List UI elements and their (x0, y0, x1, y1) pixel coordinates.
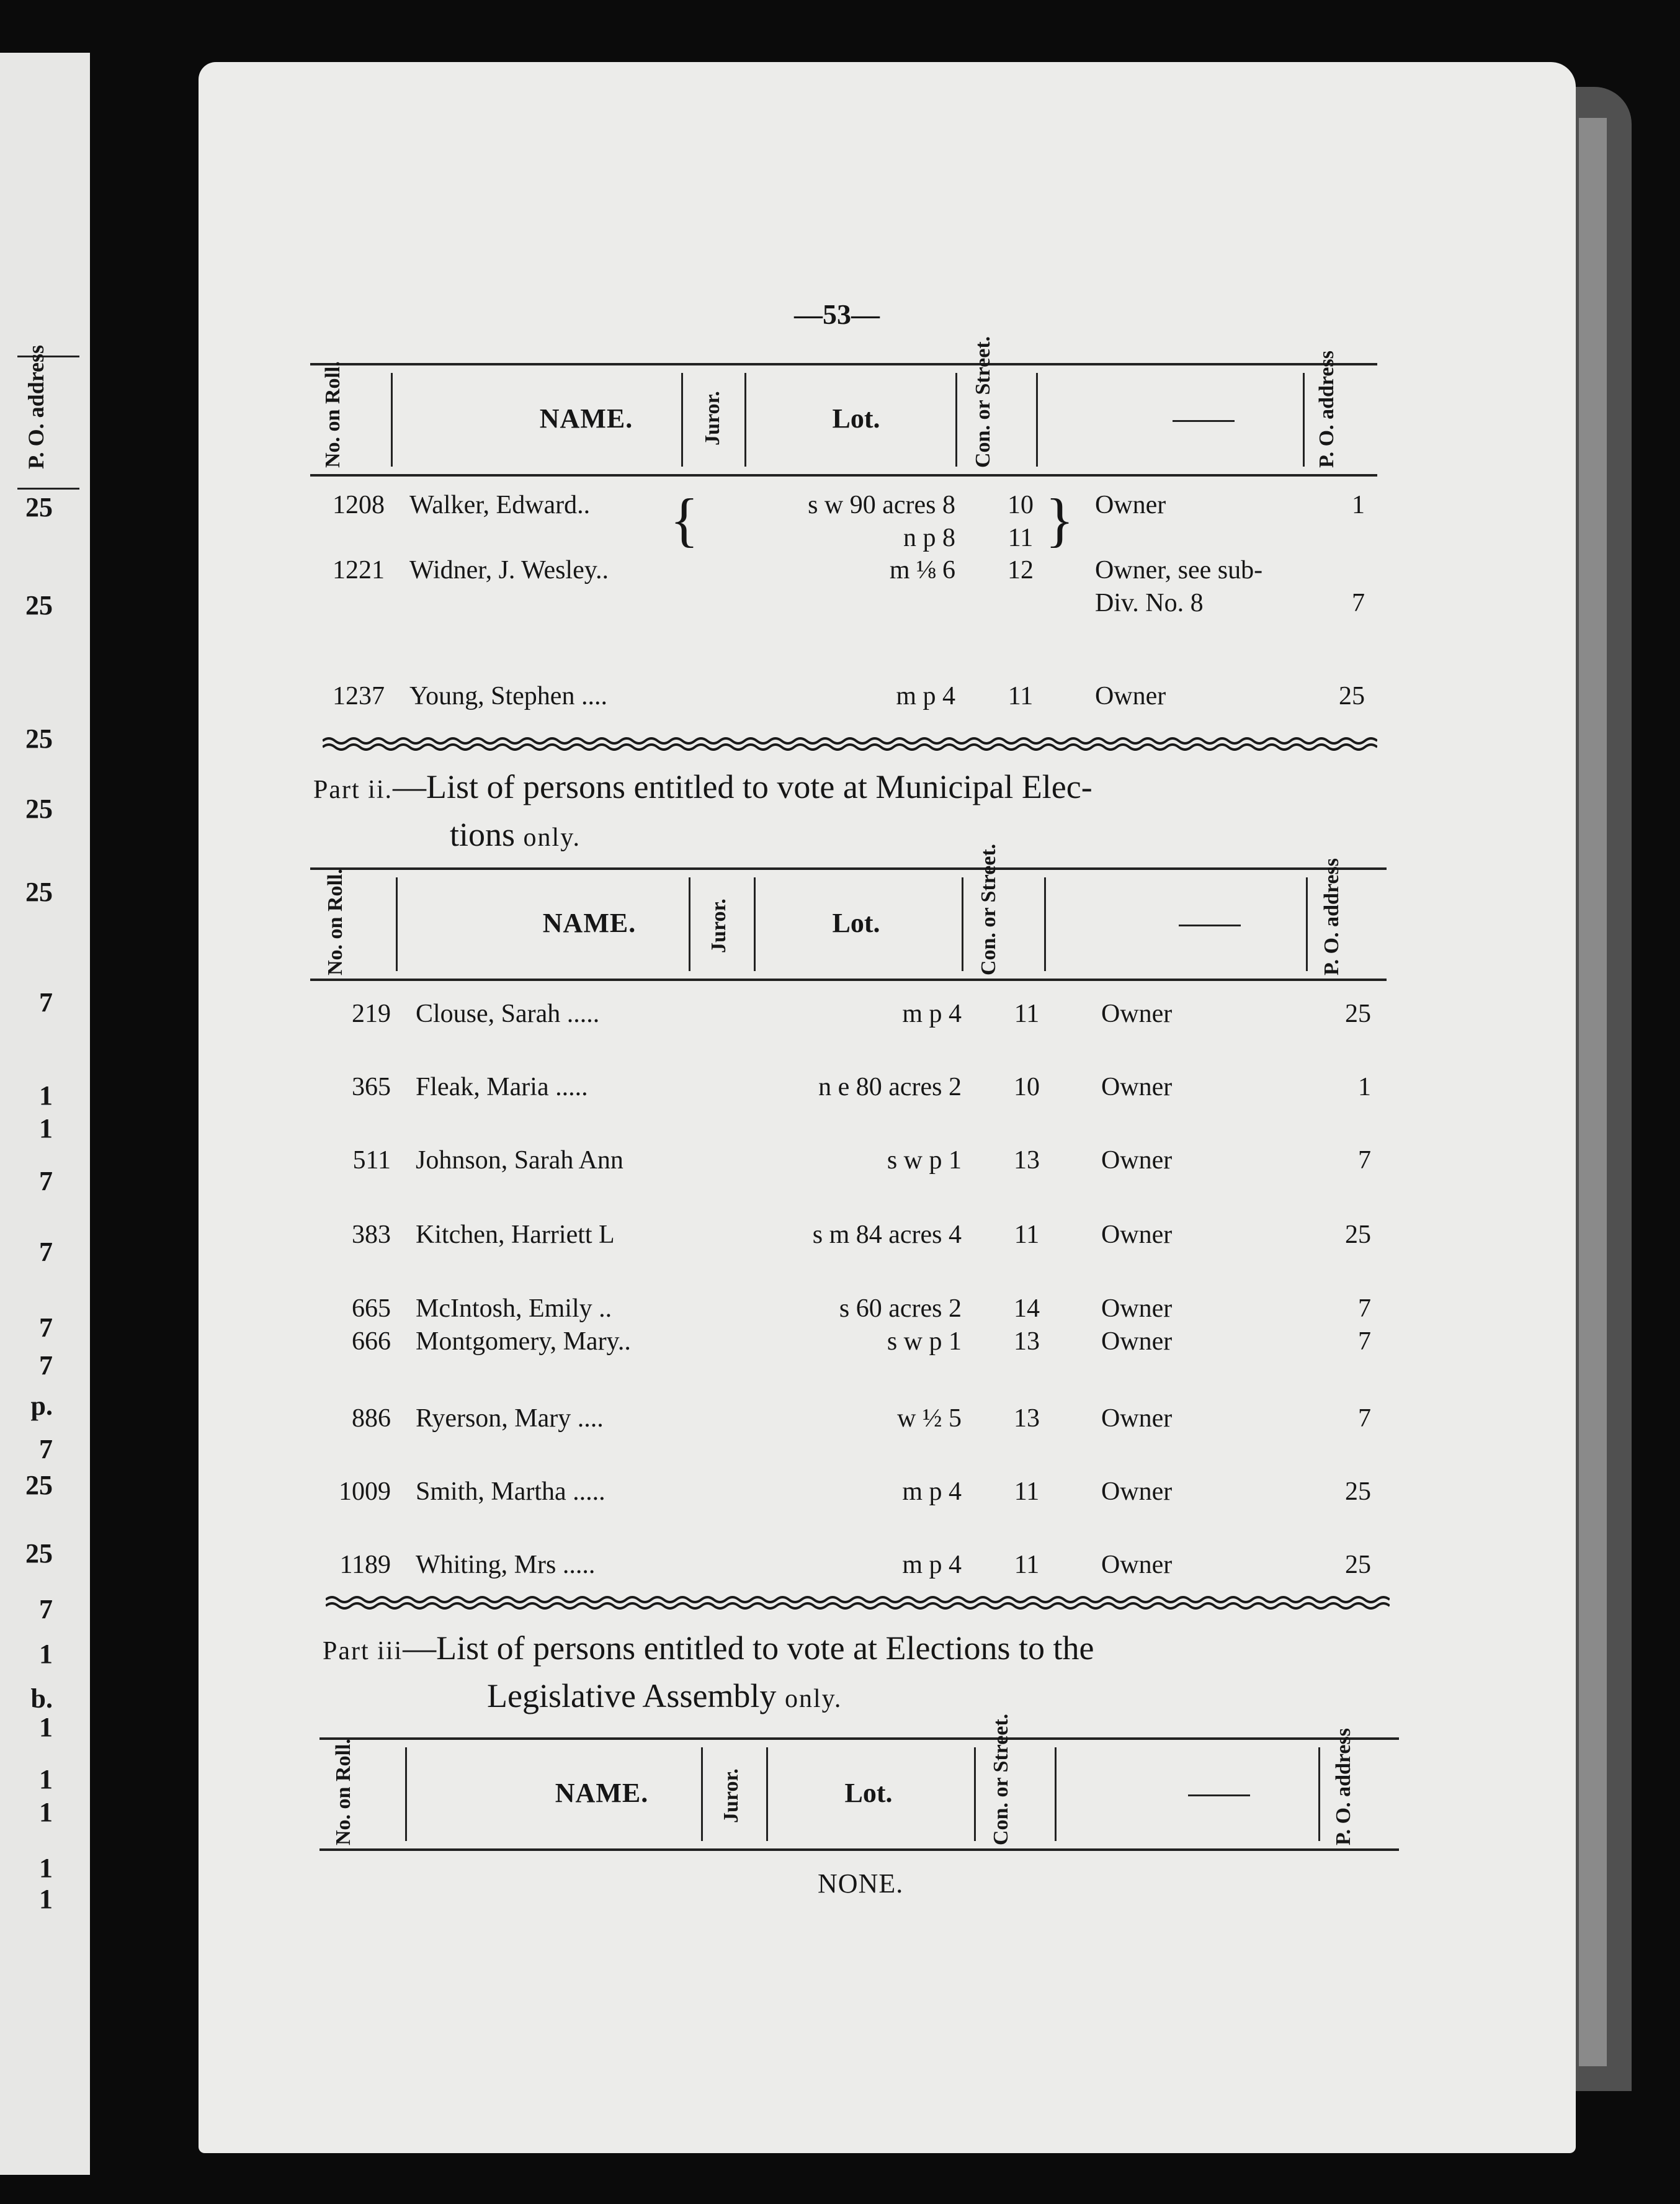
left-page-number: 25 (25, 1538, 53, 1569)
left-page-number: b. (30, 1683, 53, 1714)
cell-po: 7 (1358, 1404, 1371, 1433)
cell-roll: 383 (352, 1221, 391, 1249)
cell-po: 25 (1345, 1477, 1371, 1506)
left-page-number: 1 (39, 1712, 53, 1742)
cell-roll: 511 (352, 1146, 391, 1175)
cell-lot: w ½ 5 (897, 1404, 962, 1433)
cell-roll: 219 (352, 1000, 391, 1028)
left-page-number: 7 (39, 1312, 53, 1343)
cell-con: 11 (1014, 1000, 1040, 1028)
cell-lot: n e 80 acres 2 (818, 1073, 962, 1101)
cell-name: Young, Stephen .... (409, 682, 607, 710)
cell-remarks: Owner, see sub- (1095, 556, 1263, 585)
header-roll: No. on Roll. (332, 1739, 355, 1845)
left-page-number: 25 (25, 794, 53, 824)
header-juror: Juror. (720, 1768, 743, 1823)
page-edge-highlight (1579, 118, 1607, 2066)
left-page-number: 7 (39, 1166, 53, 1196)
cell-con: 11 (1014, 1221, 1040, 1249)
left-page-number: 7 (39, 1237, 53, 1267)
cell-con: 11 (1014, 1551, 1040, 1579)
left-page-number: 7 (39, 1434, 53, 1464)
part2-heading (313, 764, 1380, 860)
cell-roll: 666 (352, 1327, 391, 1356)
cell-po: 25 (1345, 1221, 1371, 1249)
header-remarks-dash (1188, 1794, 1250, 1796)
left-page-number: 25 (25, 492, 53, 522)
cell-name: Whiting, Mrs ..... (416, 1551, 596, 1579)
cell-roll: 365 (352, 1073, 391, 1101)
cell-con: 10 (1014, 1073, 1040, 1101)
cell-po: 1 (1352, 491, 1365, 519)
left-facing-page (0, 53, 90, 2175)
table-header-part1 (310, 336, 1377, 477)
cell-remarks: Div. No. 8 (1095, 589, 1204, 617)
cell-name: Ryerson, Mary .... (416, 1404, 604, 1433)
cell-con: 13 (1014, 1146, 1040, 1175)
cell-po: 25 (1345, 1551, 1371, 1579)
cell-po: 25 (1345, 1000, 1371, 1028)
cell-roll: 1237 (333, 682, 385, 710)
header-name: NAME. (555, 1778, 649, 1808)
cell-remarks: Owner (1101, 1404, 1173, 1433)
cell-name: McIntosh, Emily .. (416, 1294, 612, 1323)
header-roll: No. on Roll. (321, 361, 344, 468)
header-po: P. O. address (1315, 351, 1338, 468)
cell-po: 1 (1358, 1073, 1371, 1101)
left-page-number: 1 (39, 1797, 53, 1827)
part3-line2: Legislative Assembly (487, 1677, 777, 1714)
left-page-number: 7 (39, 1350, 53, 1381)
cell-con: 11 (1008, 682, 1034, 710)
cell-remarks: Owner (1095, 682, 1166, 710)
cell-remarks: Owner (1101, 1477, 1173, 1506)
cell-name: Widner, J. Wesley.. (409, 556, 609, 585)
header-juror: Juror. (707, 898, 730, 953)
part2-text: —List of persons entitled to vote at Municipal Elec- (393, 768, 1092, 805)
header-remarks-dash (1179, 925, 1241, 926)
cell-name: Kitchen, Harriett L (416, 1221, 615, 1249)
cell-lot: n p 8 (903, 524, 955, 552)
cell-lot: m p 4 (902, 1477, 962, 1506)
cell-name: Clouse, Sarah ..... (416, 1000, 600, 1028)
cell-roll: 665 (352, 1294, 391, 1323)
cell-roll: 1189 (339, 1551, 391, 1579)
left-page-number: 1 (39, 1113, 53, 1144)
header-lot: Lot. (832, 908, 880, 938)
cell-name: Smith, Martha ..... (416, 1477, 605, 1506)
part2-line2: tions (450, 816, 516, 853)
header-con: Con. or Street. (972, 336, 994, 468)
cell-lot: s w p 1 (887, 1327, 962, 1356)
cell-name: Fleak, Maria ..... (416, 1073, 588, 1101)
cell-lot: m p 4 (902, 1551, 962, 1579)
cell-con: 13 (1014, 1404, 1040, 1433)
cell-roll: 1009 (339, 1477, 391, 1506)
left-page-header (17, 344, 79, 490)
cell-roll: 1208 (333, 491, 385, 519)
left-page-number: 25 (25, 1470, 53, 1500)
header-con: Con. or Street. (977, 843, 1000, 975)
cell-roll: 1221 (333, 556, 385, 585)
cell-po: 7 (1358, 1294, 1371, 1323)
part3-text: —List of persons entitled to vote at Elections to the (403, 1629, 1094, 1667)
part3-prefix: Part iii (323, 1637, 403, 1665)
cell-lot: m p 4 (896, 682, 955, 710)
table-header-part3 (319, 1713, 1399, 1851)
cell-po: 7 (1358, 1146, 1371, 1175)
cell-con: 13 (1014, 1327, 1040, 1356)
left-po-header: P. O. address (24, 344, 48, 469)
left-page-number: 1 (39, 1639, 53, 1669)
cell-con: 11 (1014, 1477, 1040, 1506)
cell-lot: m ⅛ 6 (889, 556, 955, 585)
cell-lot: s 60 acres 2 (839, 1294, 962, 1323)
part3-heading (323, 1626, 1396, 1721)
cell-remarks: Owner (1101, 1221, 1173, 1249)
left-page-number: 7 (39, 1594, 53, 1624)
header-con: Con. or Street. (990, 1713, 1012, 1845)
cell-po: 25 (1339, 682, 1365, 710)
left-page-number: 7 (39, 987, 53, 1018)
header-lot: Lot. (844, 1778, 893, 1808)
wavy-divider-1 (323, 736, 1377, 751)
header-lot: Lot. (832, 403, 880, 434)
part3-only: only. (784, 1685, 842, 1713)
none-text: NONE. (818, 1868, 904, 1899)
header-remarks-dash (1173, 420, 1235, 422)
cell-con: 14 (1014, 1294, 1040, 1323)
part2-prefix: Part ii. (313, 776, 393, 804)
header-po: P. O. address (1320, 858, 1343, 975)
header-po: P. O. address (1332, 1728, 1355, 1845)
cell-lot: s m 84 acres 4 (812, 1221, 962, 1249)
cell-remarks: Owner (1101, 1551, 1173, 1579)
header-juror: Juror. (701, 391, 724, 446)
cell-po: 7 (1352, 589, 1365, 617)
header-name: NAME. (539, 403, 633, 434)
page-number: —53— (794, 298, 880, 330)
cell-lot: s w 90 acres 8 (808, 491, 955, 519)
cell-remarks: Owner (1101, 1294, 1173, 1323)
left-page-number: p. (30, 1391, 53, 1421)
left-page-number: 1 (39, 1884, 53, 1914)
left-brace: { (670, 486, 699, 553)
cell-lot: m p 4 (902, 1000, 962, 1028)
header-roll: No. on Roll. (324, 869, 347, 975)
left-page-number: 1 (39, 1764, 53, 1794)
wavy-divider-2 (326, 1595, 1390, 1610)
right-brace: } (1045, 486, 1075, 553)
cell-remarks: Owner (1101, 1073, 1173, 1101)
table-header-part2 (310, 843, 1387, 981)
cell-name: Johnson, Sarah Ann (416, 1146, 623, 1175)
left-page-number: 25 (25, 590, 53, 620)
left-page-number: 1 (39, 1853, 53, 1883)
left-page-number: 25 (25, 723, 53, 754)
cell-remarks: Owner (1101, 1146, 1173, 1175)
header-name: NAME. (542, 908, 637, 938)
cell-remarks: Owner (1101, 1000, 1173, 1028)
cell-remarks: Owner (1095, 491, 1166, 519)
left-page-number: 25 (25, 877, 53, 907)
left-page-number: 1 (39, 1080, 53, 1111)
cell-con: 11 (1008, 524, 1034, 552)
cell-con: 10 (1008, 491, 1034, 519)
cell-name: Walker, Edward.. (409, 491, 591, 519)
cell-lot: s w p 1 (887, 1146, 962, 1175)
cell-remarks: Owner (1101, 1327, 1173, 1356)
part2-only: only. (523, 823, 581, 852)
cell-roll: 886 (352, 1404, 391, 1433)
cell-con: 12 (1008, 556, 1034, 585)
cell-po: 7 (1358, 1327, 1371, 1356)
cell-name: Montgomery, Mary.. (416, 1327, 631, 1356)
